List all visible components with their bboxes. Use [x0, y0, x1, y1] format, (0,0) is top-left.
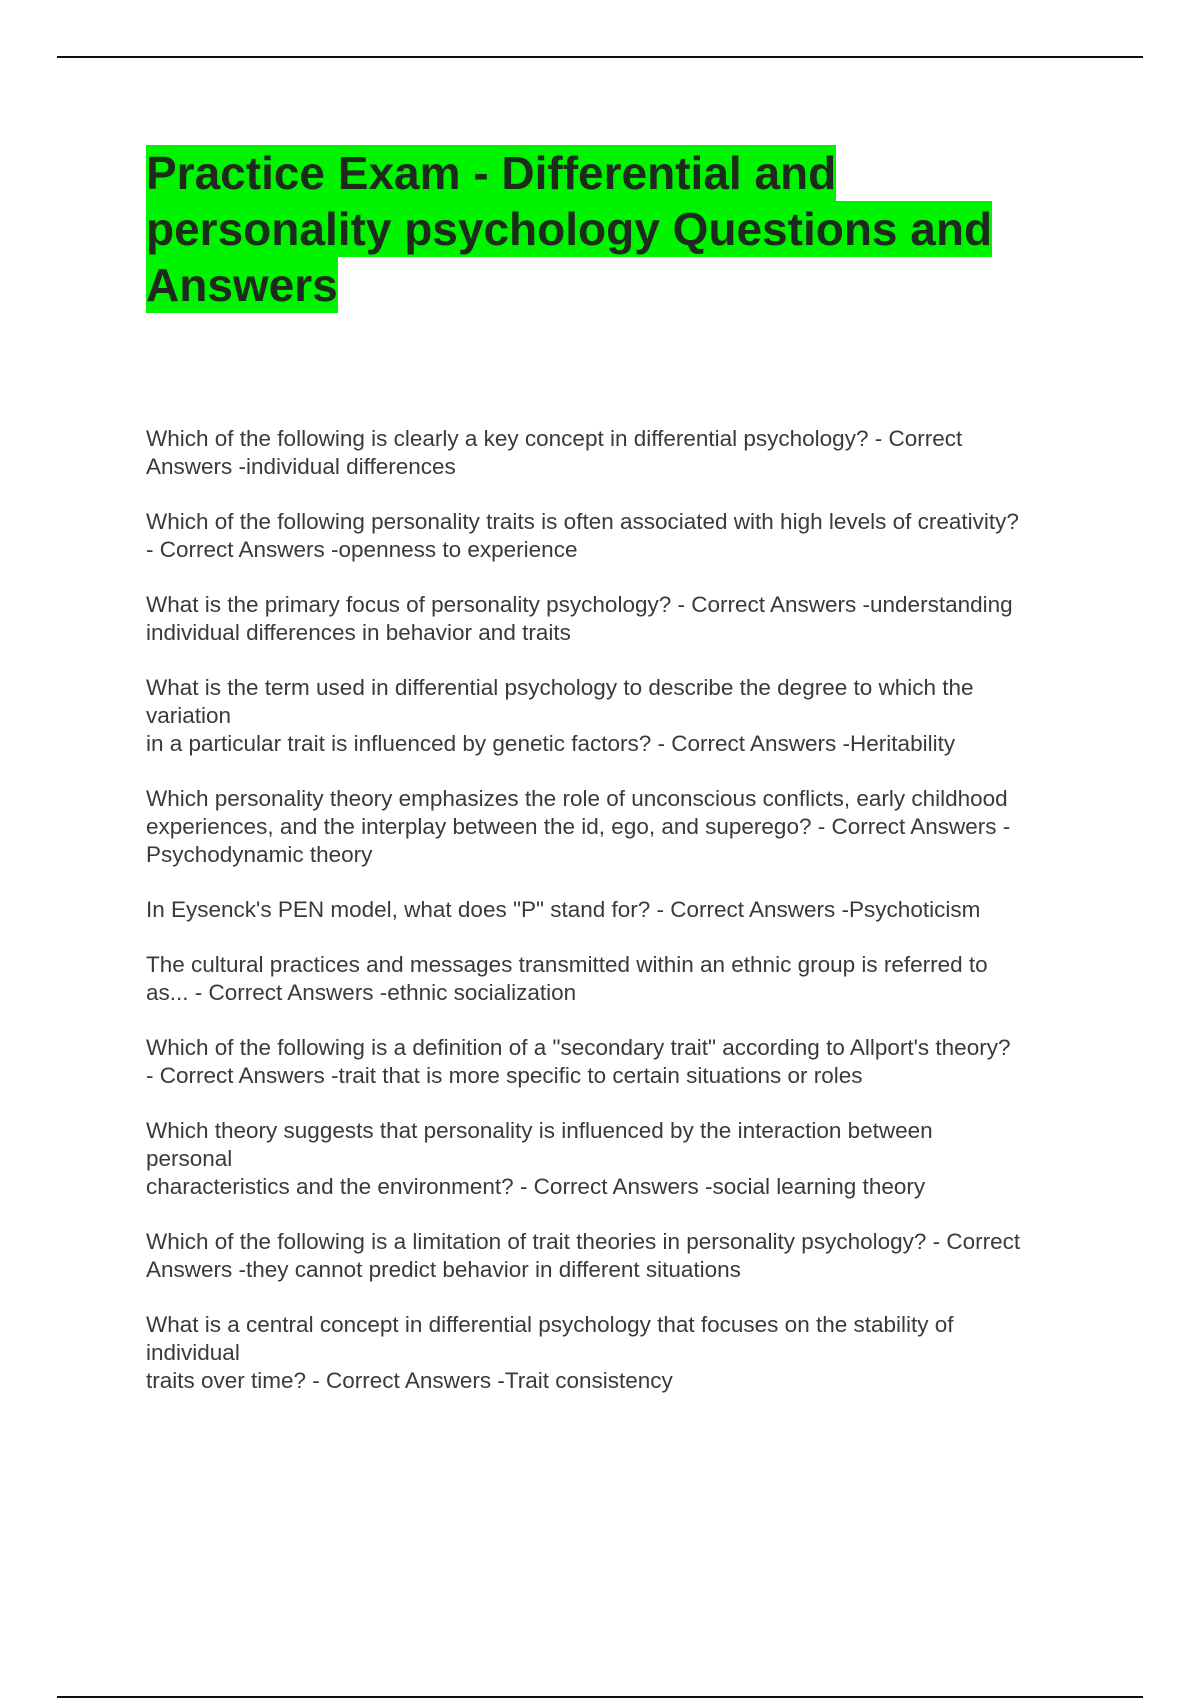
qa-line: - Correct Answers -openness to experience — [146, 537, 578, 562]
qa-line: traits over time? - Correct Answers -Trait consistency — [146, 1368, 673, 1393]
qa-line: Which of the following is clearly a key concept in differential psychology? - Correct — [146, 426, 963, 451]
qa-line: What is a central concept in differential psychology that focuses on the stability of — [146, 1312, 954, 1337]
qa-line: The cultural practices and messages transmitted within an ethnic group is referred to — [146, 952, 988, 977]
qa-item-7 — [146, 951, 1096, 1007]
qa-line: experiences, and the interplay between the id, ego, and superego? - Correct Answers - — [146, 814, 1011, 839]
title-line — [146, 257, 1106, 313]
title-line-text: personality psychology Questions and — [146, 203, 993, 255]
qa-item-2 — [146, 508, 1096, 564]
qa-line: Which personality theory emphasizes the role of unconscious conflicts, early childhood — [146, 786, 1008, 811]
qa-line: personal — [146, 1146, 233, 1171]
qa-line: Which of the following is a limitation of trait theories in personality psychology? - Correct — [146, 1229, 1021, 1254]
qa-line: Which theory suggests that personality is influenced by the interaction between — [146, 1118, 933, 1143]
qa-item-9 — [146, 1117, 1096, 1201]
qa-item-6 — [146, 896, 1096, 924]
title-line-text: Answers — [146, 259, 338, 311]
qa-item-10 — [146, 1228, 1096, 1284]
qa-item-4 — [146, 674, 1096, 758]
qa-line: - Correct Answers -trait that is more specific to certain situations or roles — [146, 1063, 863, 1088]
qa-item-5 — [146, 785, 1096, 869]
qa-item-3 — [146, 591, 1096, 647]
qa-line: individual — [146, 1340, 240, 1365]
qa-line: as... - Correct Answers -ethnic socialization — [146, 980, 577, 1005]
qa-line: characteristics and the environment? - Correct Answers -social learning theory — [146, 1174, 926, 1199]
qa-list — [146, 425, 1096, 1422]
top-rule — [57, 56, 1143, 58]
qa-line: in a particular trait is influenced by genetic factors? - Correct Answers -Heritability — [146, 731, 956, 756]
qa-line: Which of the following is a definition of a "secondary trait" according to Allport's theory? — [146, 1035, 1011, 1060]
qa-item-11 — [146, 1311, 1096, 1395]
title-line-text: Practice Exam - Differential and — [146, 147, 837, 199]
qa-line: What is the term used in differential psychology to describe the degree to which the — [146, 675, 974, 700]
title-line — [146, 201, 1106, 257]
qa-line: What is the primary focus of personality psychology? - Correct Answers -understanding — [146, 592, 1013, 617]
document-title — [146, 145, 1106, 313]
title-line — [146, 145, 1106, 201]
qa-line: In Eysenck's PEN model, what does "P" stand for? - Correct Answers -Psychoticism — [146, 897, 981, 922]
qa-line: individual differences in behavior and traits — [146, 620, 571, 645]
qa-line: Answers -they cannot predict behavior in different situations — [146, 1257, 741, 1282]
qa-item-1 — [146, 425, 1096, 481]
qa-line: variation — [146, 703, 232, 728]
qa-line: Answers -individual differences — [146, 454, 456, 479]
qa-line: Which of the following personality traits is often associated with high levels of creativity? — [146, 509, 1019, 534]
qa-line: Psychodynamic theory — [146, 842, 373, 867]
qa-item-8 — [146, 1034, 1096, 1090]
bottom-rule — [57, 1696, 1143, 1698]
